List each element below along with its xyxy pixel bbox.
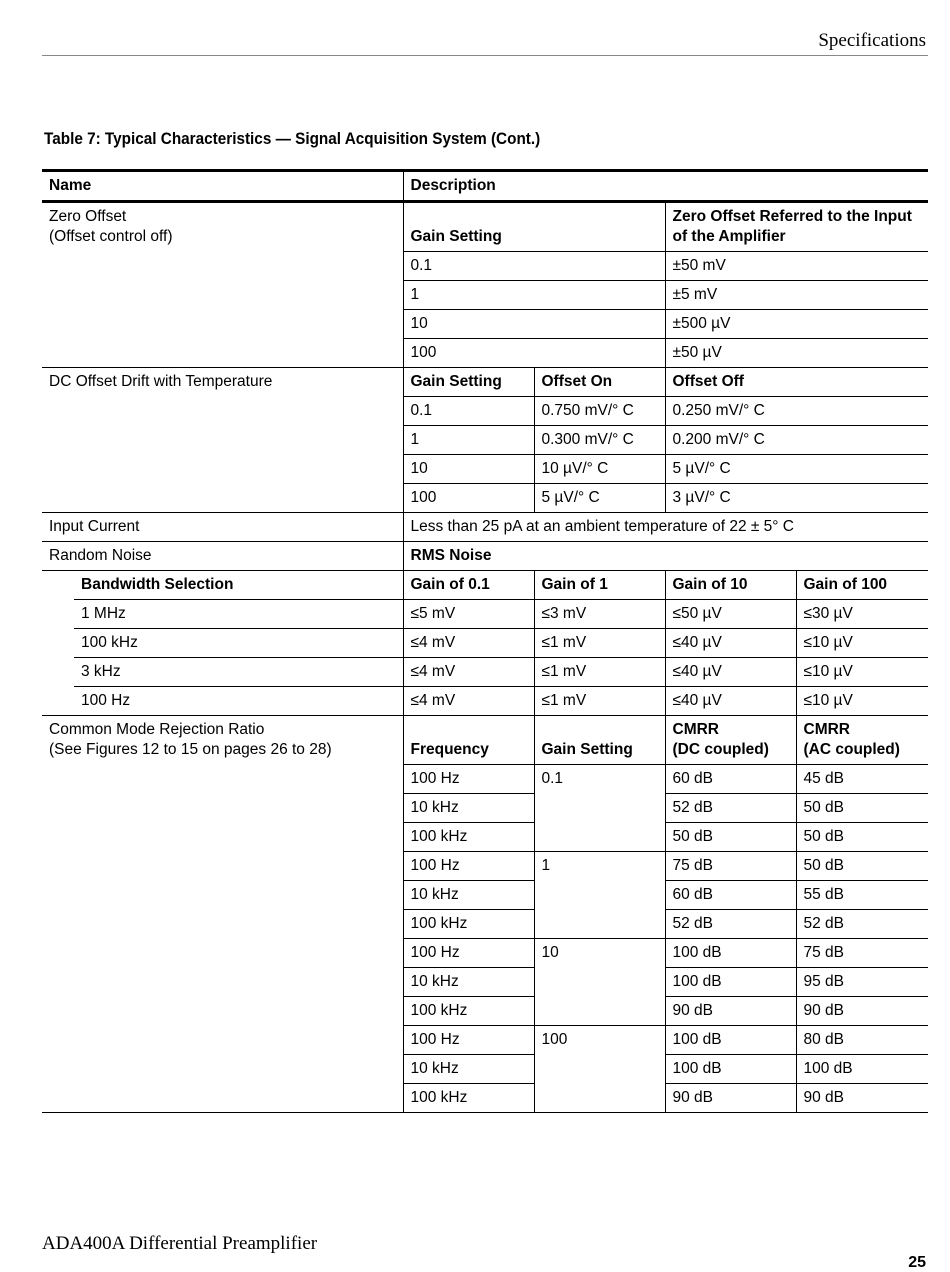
input-current-value: Less than 25 pA at an ambient temperature of 22 ± 5° C xyxy=(403,513,928,542)
cmrr-name-line2: (See Figures 12 to 15 on pages 26 to 28) xyxy=(49,741,332,758)
cell: 100 Hz xyxy=(74,687,403,716)
table-row xyxy=(42,629,928,658)
cell: ≤10 µV xyxy=(796,687,928,716)
cmrr-col-ac xyxy=(796,716,928,765)
cell: 10 kHz xyxy=(403,881,534,910)
cell: 45 dB xyxy=(796,765,928,794)
cmrr-col-frequency: Frequency xyxy=(403,716,534,765)
cell: 100 dB xyxy=(665,1055,796,1084)
cell: 100 dB xyxy=(796,1055,928,1084)
cell: ≤40 µV xyxy=(665,658,796,687)
cell: ≤1 mV xyxy=(534,658,665,687)
cell: 100 dB xyxy=(665,968,796,997)
cell: 100 Hz xyxy=(403,765,534,794)
zero-offset-header-row xyxy=(42,202,928,252)
page-number: 25 xyxy=(908,1254,926,1271)
cell: ≤10 µV xyxy=(796,658,928,687)
random-noise-col-row xyxy=(42,571,928,600)
cell: 100 Hz xyxy=(403,939,534,968)
dc-drift-header-row xyxy=(42,368,928,397)
cmrr-gain-cell: 10 xyxy=(534,939,665,1026)
noise-col-gain-1: Gain of 1 xyxy=(534,571,665,600)
cell: 1 xyxy=(403,426,534,455)
cell: 75 dB xyxy=(665,852,796,881)
cmrr-gain-cell: 0.1 xyxy=(534,765,665,852)
cell: 10 xyxy=(403,310,665,339)
cell: ≤4 mV xyxy=(403,658,534,687)
cell: 75 dB xyxy=(796,939,928,968)
cell: 5 µV/° C xyxy=(534,484,665,513)
cell: ≤40 µV xyxy=(665,687,796,716)
cell: 100 Hz xyxy=(403,852,534,881)
random-noise-row xyxy=(42,542,928,571)
noise-col-gain-10: Gain of 10 xyxy=(665,571,796,600)
cell: 90 dB xyxy=(796,1084,928,1113)
cell: 50 dB xyxy=(796,823,928,852)
table-row xyxy=(42,687,928,716)
cell: 0.300 mV/° C xyxy=(534,426,665,455)
zero-offset-name-line2: (Offset control off) xyxy=(49,228,173,245)
cell: 90 dB xyxy=(665,997,796,1026)
random-noise-header: RMS Noise xyxy=(403,542,928,571)
noise-col-gain-01: Gain of 0.1 xyxy=(403,571,534,600)
cell: 10 kHz xyxy=(403,1055,534,1084)
footer-product-title: ADA400A Differential Preamplifier xyxy=(42,1233,318,1254)
cell: 50 dB xyxy=(796,852,928,881)
cell: ≤1 mV xyxy=(534,629,665,658)
cell: 0.250 mV/° C xyxy=(665,397,928,426)
cell: 100 kHz xyxy=(403,997,534,1026)
col-header-name: Name xyxy=(42,171,403,202)
cell: 95 dB xyxy=(796,968,928,997)
cmrr-col-ac-line1: CMRR xyxy=(803,721,850,738)
cell: 3 µV/° C xyxy=(665,484,928,513)
cell: 100 dB xyxy=(665,1026,796,1055)
cell: 52 dB xyxy=(665,910,796,939)
noise-col-gain-100: Gain of 100 xyxy=(796,571,928,600)
cell: 5 µV/° C xyxy=(665,455,928,484)
cell: ≤1 mV xyxy=(534,687,665,716)
zero-offset-name xyxy=(42,202,403,368)
cell: 10 kHz xyxy=(403,968,534,997)
zero-offset-col-gain: Gain Setting xyxy=(403,202,665,252)
cell: 55 dB xyxy=(796,881,928,910)
cell: ≤4 mV xyxy=(403,629,534,658)
cell: ≤50 µV xyxy=(665,600,796,629)
cmrr-col-dc xyxy=(665,716,796,765)
cell: 50 dB xyxy=(665,823,796,852)
cmrr-name xyxy=(42,716,403,1113)
cell: ±50 mV xyxy=(665,252,928,281)
col-header-description: Description xyxy=(403,171,928,202)
cell: ±50 µV xyxy=(665,339,928,368)
cell: 0.1 xyxy=(403,252,665,281)
cell: 80 dB xyxy=(796,1026,928,1055)
cell: 52 dB xyxy=(665,794,796,823)
input-current-name: Input Current xyxy=(42,513,403,542)
zero-offset-col-offset: Zero Offset Referred to the Input of the Amplifier xyxy=(665,202,928,252)
dc-drift-name: DC Offset Drift with Temperature xyxy=(42,368,403,513)
cell: 100 xyxy=(403,339,665,368)
cell: 1 xyxy=(403,281,665,310)
cell: 50 dB xyxy=(796,794,928,823)
cell: 10 xyxy=(403,455,534,484)
cell: 100 Hz xyxy=(403,1026,534,1055)
cell: ≤10 µV xyxy=(796,629,928,658)
indent-spacer xyxy=(42,571,74,716)
cmrr-col-dc-line1: CMRR xyxy=(672,721,719,738)
cell: 10 kHz xyxy=(403,794,534,823)
dc-drift-col-off: Offset Off xyxy=(665,368,928,397)
cell: ≤3 mV xyxy=(534,600,665,629)
cell: ≤4 mV xyxy=(403,687,534,716)
cell: 0.750 mV/° C xyxy=(534,397,665,426)
cell: 0.200 mV/° C xyxy=(665,426,928,455)
cmrr-gain-cell: 100 xyxy=(534,1026,665,1113)
cell: 52 dB xyxy=(796,910,928,939)
cmrr-col-ac-line2: (AC coupled) xyxy=(803,741,900,758)
random-noise-name: Random Noise xyxy=(42,542,403,571)
table-row xyxy=(42,658,928,687)
cell: 90 dB xyxy=(796,997,928,1026)
cell: 60 dB xyxy=(665,765,796,794)
header-rule xyxy=(42,55,928,56)
spec-table xyxy=(42,169,928,1113)
cell: 10 µV/° C xyxy=(534,455,665,484)
cell: 0.1 xyxy=(403,397,534,426)
cell: ±500 µV xyxy=(665,310,928,339)
cell: ≤40 µV xyxy=(665,629,796,658)
running-header: Specifications xyxy=(818,30,926,51)
cell: 90 dB xyxy=(665,1084,796,1113)
table-title: Table 7: Typical Characteristics — Signal Acquisition System (Cont.) xyxy=(44,129,541,148)
zero-offset-name-line1: Zero Offset xyxy=(49,208,127,225)
cmrr-gain-cell: 1 xyxy=(534,852,665,939)
cmrr-col-gain: Gain Setting xyxy=(534,716,665,765)
cell: 100 xyxy=(403,484,534,513)
cell: 100 kHz xyxy=(74,629,403,658)
dc-drift-col-gain: Gain Setting xyxy=(403,368,534,397)
table-row xyxy=(42,600,928,629)
cell: 60 dB xyxy=(665,881,796,910)
cell: 100 kHz xyxy=(403,823,534,852)
cmrr-col-dc-line2: (DC coupled) xyxy=(672,741,769,758)
cmrr-name-line1: Common Mode Rejection Ratio xyxy=(49,721,265,738)
dc-drift-col-on: Offset On xyxy=(534,368,665,397)
table-header-row xyxy=(42,171,928,202)
noise-col-bandwidth: Bandwidth Selection xyxy=(74,571,403,600)
cell: ≤30 µV xyxy=(796,600,928,629)
cell: 1 MHz xyxy=(74,600,403,629)
cell: 100 kHz xyxy=(403,910,534,939)
cell: ±5 mV xyxy=(665,281,928,310)
cell: 3 kHz xyxy=(74,658,403,687)
cmrr-header-row xyxy=(42,716,928,765)
cell: 100 dB xyxy=(665,939,796,968)
input-current-row xyxy=(42,513,928,542)
cell: ≤5 mV xyxy=(403,600,534,629)
cell: 100 kHz xyxy=(403,1084,534,1113)
